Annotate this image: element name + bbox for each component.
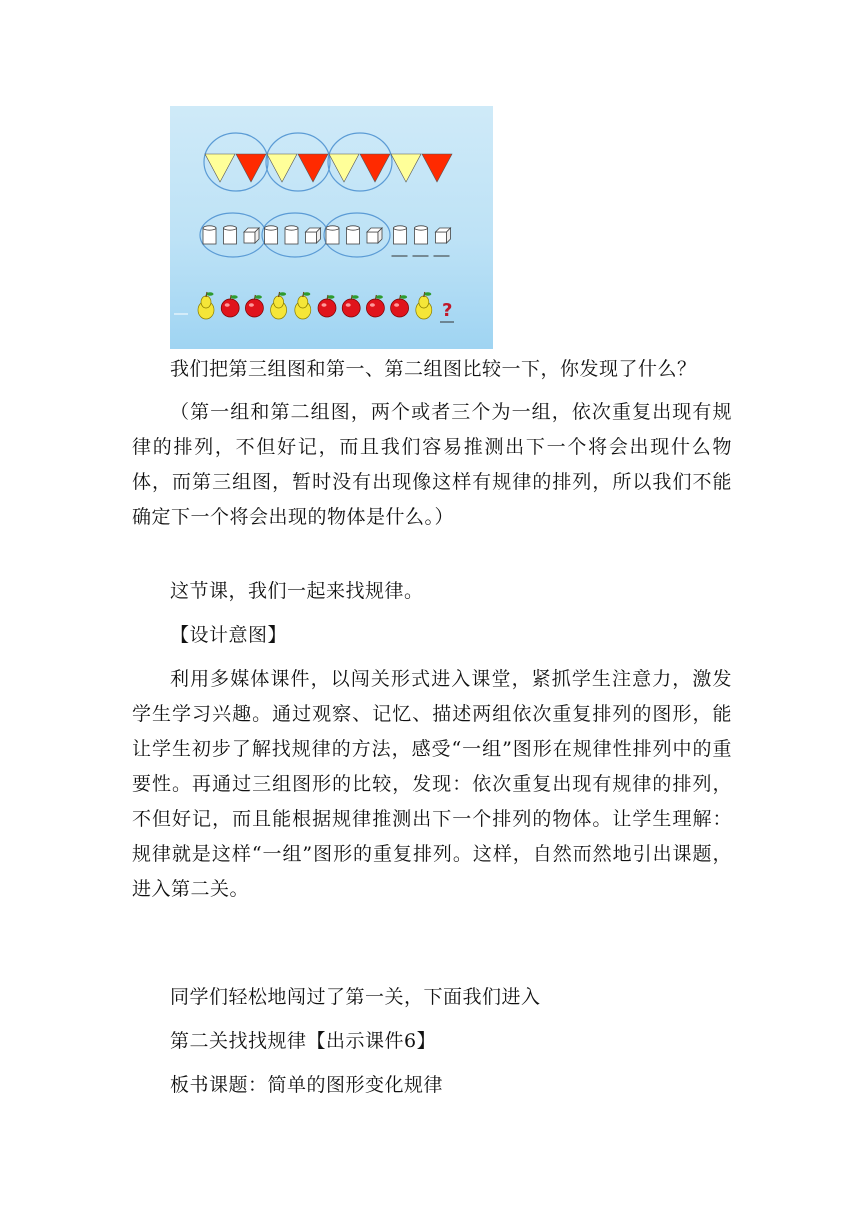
cylinder-top [224,226,237,230]
apple-icon [318,299,336,317]
cylinder-top [265,226,278,230]
red-triangle-icon [236,154,266,182]
paragraph-lesson: 这节课，我们一起来找规律。 [170,580,424,602]
apple-highlight [225,303,230,307]
pear-leaf [424,292,431,296]
pattern-figure-svg [170,106,493,349]
red-triangle-icon [422,154,452,182]
paragraph-level-two: 第二关找找规律【出示课件6】 [170,1030,437,1052]
pear-top [201,296,211,308]
paragraph-design-heading: 【设计意图】 [170,624,288,646]
apple-icon [221,299,239,317]
apple-leaf [400,295,407,299]
paragraph-design-body: 利用多媒体课件，以闯关形式进入课堂，紧抓学生注意力，激发学生学习兴趣。通过观察、记忆、描述两组依次重复排列的图形，能让学生初步了解找规律的方法，感受“一组”图形在规律性排列中的重要性。再通过三组图形的比较，发现：依次重复出现有规律的排列，不但好记，而且能根据规律推测出下一个排列的物体。让学生理解：规律就是这样“一组”图形的重复排列。这样，自然而然地引出课题，进入第二关。 [132,668,732,900]
cylinder-top [285,226,298,230]
apple-highlight [322,303,327,307]
pear-leaf [279,292,286,296]
cylinder-top [394,226,407,230]
apple-icon [366,299,384,317]
cube-icon [436,232,447,243]
pear-top [274,296,284,308]
apple-leaf [352,295,359,299]
apple-highlight [370,303,375,307]
cylinder-top [203,226,216,230]
apple-icon [391,299,409,317]
cube-icon [367,232,378,243]
pear-top [419,296,429,308]
pear-leaf [303,292,310,296]
apple-icon [245,299,263,317]
paragraph-answer: （第一组和第二组图，两个或者三个为一组，依次重复出现有规律的排列，不但好记，而且我们容易推测出下一个将会出现什么物体，而第三组图，暂时没有出现像这样有规律的排列，所以我们不能确定下一个将会出现的物体是什么。） [132,401,732,528]
apple-highlight [346,303,351,307]
cube-icon [244,232,255,243]
pear-top [298,296,308,308]
apple-leaf [376,295,383,299]
cylinder-top [415,226,428,230]
cylinder-top [347,226,360,230]
paragraph-question: 我们把第三组图和第一、第二组图比较一下，你发现了什么？ [170,358,697,380]
question-mark: ? [442,300,453,321]
yellow-triangle-icon [391,154,421,182]
apple-leaf [255,295,262,299]
pattern-figure [170,106,493,349]
cube-icon [306,232,317,243]
red-triangle-icon [360,154,390,182]
cylinder-top [326,226,339,230]
apple-highlight [249,303,254,307]
apple-icon [342,299,360,317]
red-triangle-icon [298,154,328,182]
pear-leaf [207,292,214,296]
apple-leaf [231,295,238,299]
paragraph-board-title: 板书课题：简单的图形变化规律 [170,1074,444,1096]
apple-highlight [394,303,399,307]
apple-leaf [328,295,335,299]
paragraph-next-level: 同学们轻松地闯过了第一关，下面我们进入 [170,986,541,1008]
